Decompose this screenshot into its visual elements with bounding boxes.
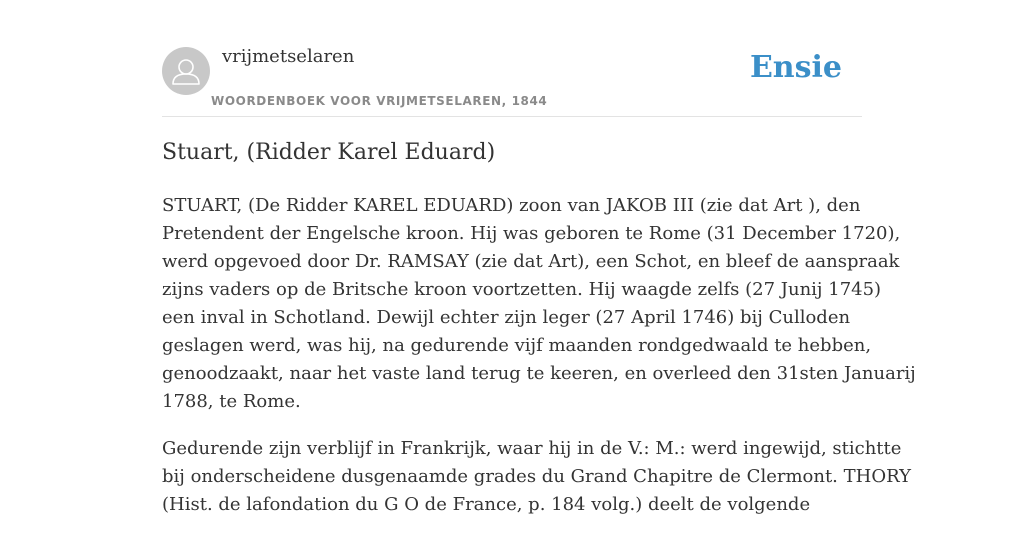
- avatar[interactable]: [162, 47, 210, 95]
- text-line: (Hist. de lafondation du G O de France, p. 184 volg.) deelt de volgende: [162, 494, 811, 515]
- ensie-logo[interactable]: Ensie: [749, 50, 842, 85]
- paragraph: [162, 192, 916, 416]
- article-body: [162, 192, 916, 538]
- text-line: geslagen werd, was hij, na gedurende vijf maanden rondgedwaald te hebben,: [162, 335, 872, 356]
- text-line: Pretendent der Engelsche kroon. Hij was geboren te Rome (31 December 1720),: [162, 223, 901, 244]
- user-icon: [162, 47, 210, 95]
- text-line: zijns vaders op de Britsche kroon voortzetten. Hij waagde zelfs (27 Junij 1745): [162, 279, 882, 300]
- source-label[interactable]: WOORDENBOEK VOOR VRIJMETSELAREN, 1844: [211, 94, 548, 108]
- text-line: werd opgevoed door Dr. RAMSAY (zie dat Art), een Schot, en bleef de aanspraak: [162, 251, 900, 272]
- paragraph: [162, 435, 911, 519]
- text-line: 1788, te Rome.: [162, 391, 301, 412]
- text-line: bij onderscheidene dusgenaamde grades du Grand Chapitre de Clermont. THORY: [162, 466, 911, 487]
- article-title: Stuart, (Ridder Karel Eduard): [162, 140, 496, 165]
- author-name[interactable]: vrijmetselaren: [222, 46, 355, 67]
- header: [162, 0, 862, 117]
- text-line: genoodzaakt, naar het vaste land terug te keeren, en overleed den 31sten Januarij: [162, 363, 916, 384]
- page: [162, 0, 916, 515]
- text-line: een inval in Schotland. Dewijl echter zijn leger (27 April 1746) bij Culloden: [162, 307, 851, 328]
- text-line: Gedurende zijn verblijf in Frankrijk, waar hij in de V.: M.: werd ingewijd, stichtte: [162, 438, 902, 459]
- text-line: STUART, (De Ridder KAREL EDUARD) zoon van JAKOB III (zie dat Art ), den: [162, 195, 861, 216]
